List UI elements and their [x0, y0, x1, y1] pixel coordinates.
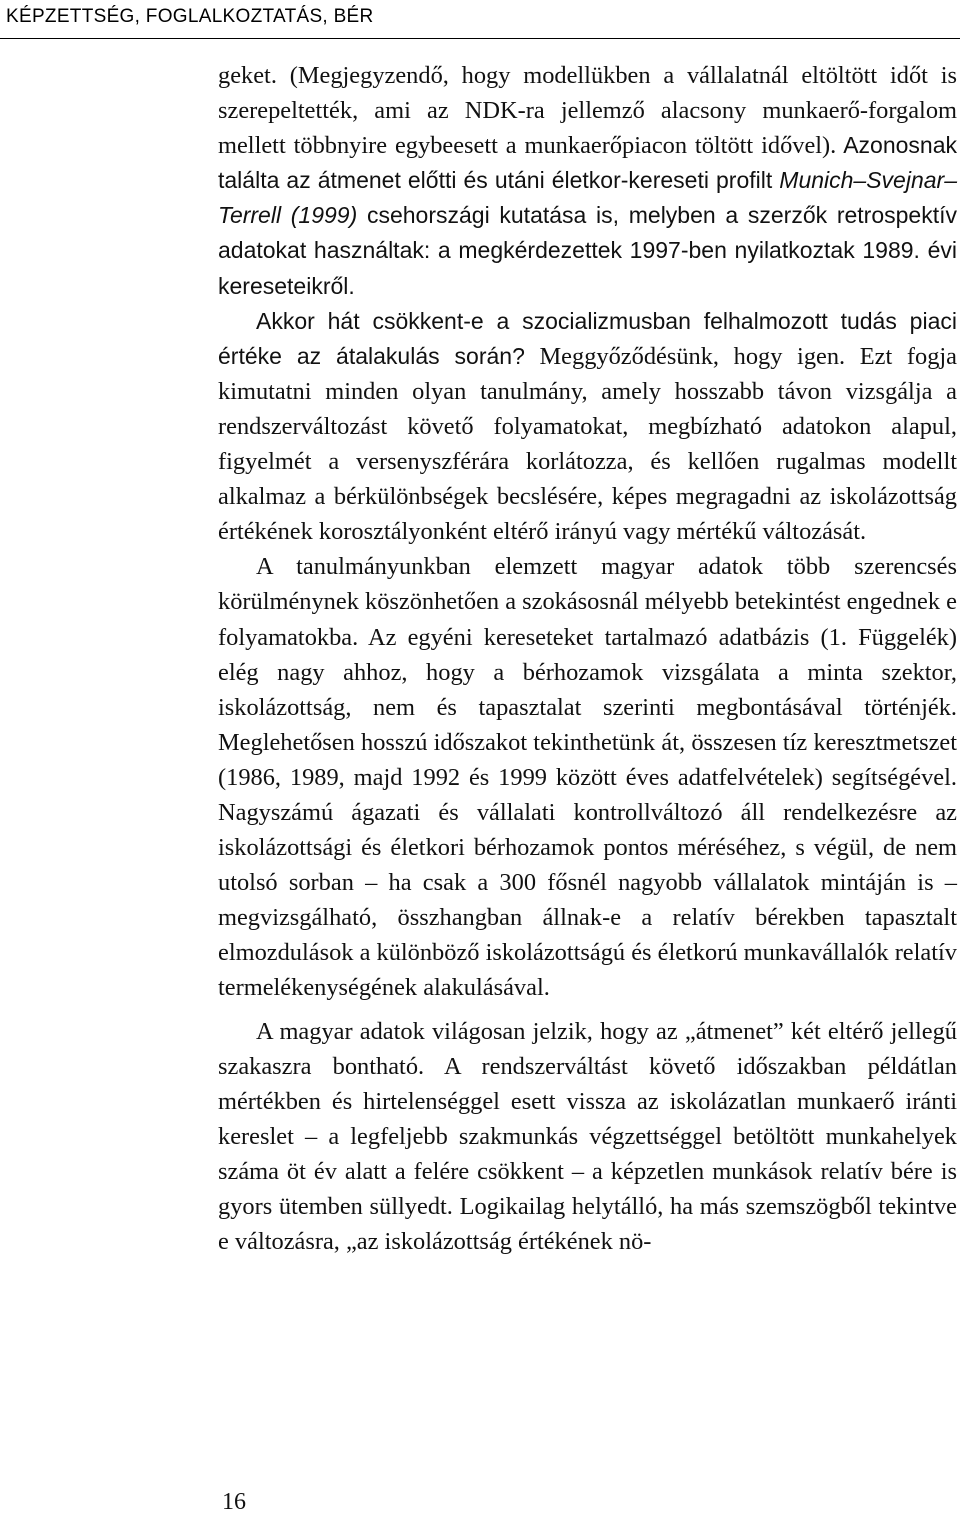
paragraph-3: A tanulmányunkban elemzett magyar adatok több szerencsés körülménynek köszönhetően a szokásosnál mélyebb betekintést engednek e folyamatokba. Az egyéni kereseteket tartalmazó adatbázis (1. Függelék) elég nagy ahhoz, hogy a bérhozamok vizsgálata a minta szektor, iskolázottság, nem és tapasztalat szerinti megbontásával történjék. Meglehetősen hosszú időszakot tekinthetünk át, összesen tíz keresztmetszet (1986, 1989, majd 1992 és 1999 között éves adatfelvételek) segítségével. Nagyszámú ágazati és vállalati kontrollváltozó áll rendelkezésre az iskolázottsági és életkori bérhozamok pontos méréséhez, s végül, de nem utolsó sorban – ha csak a 300 fősnél nagyobb vállalatok mintáján is – megvizsgálható, összhangban állnak-e a relatív bérekben tapasztalt elmozdulások a különböző iskolázottságú és életkorú munkavállalók relatív termelékenységének alakulásával.	[218, 553, 957, 1002]
running-header	[0, 0, 960, 39]
paragraph-2-part-3: Ezt fogja kimutatni minden olyan tanulmány, amely hosszabb távon vizsgálja a rendszerváltozást követő folyamatokat, megbízható adatokon alapul, figyelmét a versenyszférára korlátozza, és kellően rugalmas modellt alkalmaz a bérkülönbségek becslésére, képes megragadni az iskolázottság értékének korosztályonként eltérő irányú vagy mértékű változását.	[218, 342, 958, 546]
paragraph-1-part-1: geket. (Megjegyzendő, hogy modellükben a vállalatnál eltöltött időt is szerepeltették, ami az NDK-ra jellemző alacsony munkaerő-forgalom mellett többnyire egybeesett a munkaerőpiacon töltött idővel).	[218, 62, 957, 160]
paragraph-1-part-2: Azonosnak találta az átmenet előtti és utáni életkor-kereseti profilt	[218, 132, 957, 194]
paragraph-2-part-1: Akkor hát csökkent-e a szocializmusban felhalmozott tudás piaci értéke az átalakulás során?	[218, 307, 957, 369]
paragraph-4: A magyar adatok világosan jelzik, hogy az „átmenet” két eltérő jellegű szakaszra bontható. A rendszerváltást követő időszakban példátlan mértékben és hirtelenséggel esett vissza az iskolázatlan munkaerő iránti kereslet – a legfeljebb szakmunkás végzettséggel betöltött munkahelyek száma öt év alatt a felére csökkent – a képzetlen munkások relatív bére is gyors ütemben süllyedt. Logikailag helytálló, ha más szemszögből tekintve e változásra, „az iskolázottság értékének nö-	[218, 1017, 957, 1256]
paragraph-1-part-3: csehországi kutatása is, melyben a szerzők retrospektív adatokat használtak: a megkérdezettek 1997-ben nyilatkoztak 1989. évi kereseteikről.	[218, 202, 957, 299]
header-title: KÉPZETTSÉG, FOGLALKOZTATÁS, BÉR	[6, 6, 374, 27]
paragraph-2	[218, 304, 957, 550]
body-text	[218, 58, 957, 1259]
citation-munich-svejnar-terrell: Munich–Svejnar–Terrell (1999)	[218, 167, 957, 229]
page-number: 16	[222, 1489, 246, 1515]
paragraph-2-part-2: Meggyőződésünk, hogy igen.	[524, 342, 846, 370]
paragraph-1	[218, 58, 957, 304]
